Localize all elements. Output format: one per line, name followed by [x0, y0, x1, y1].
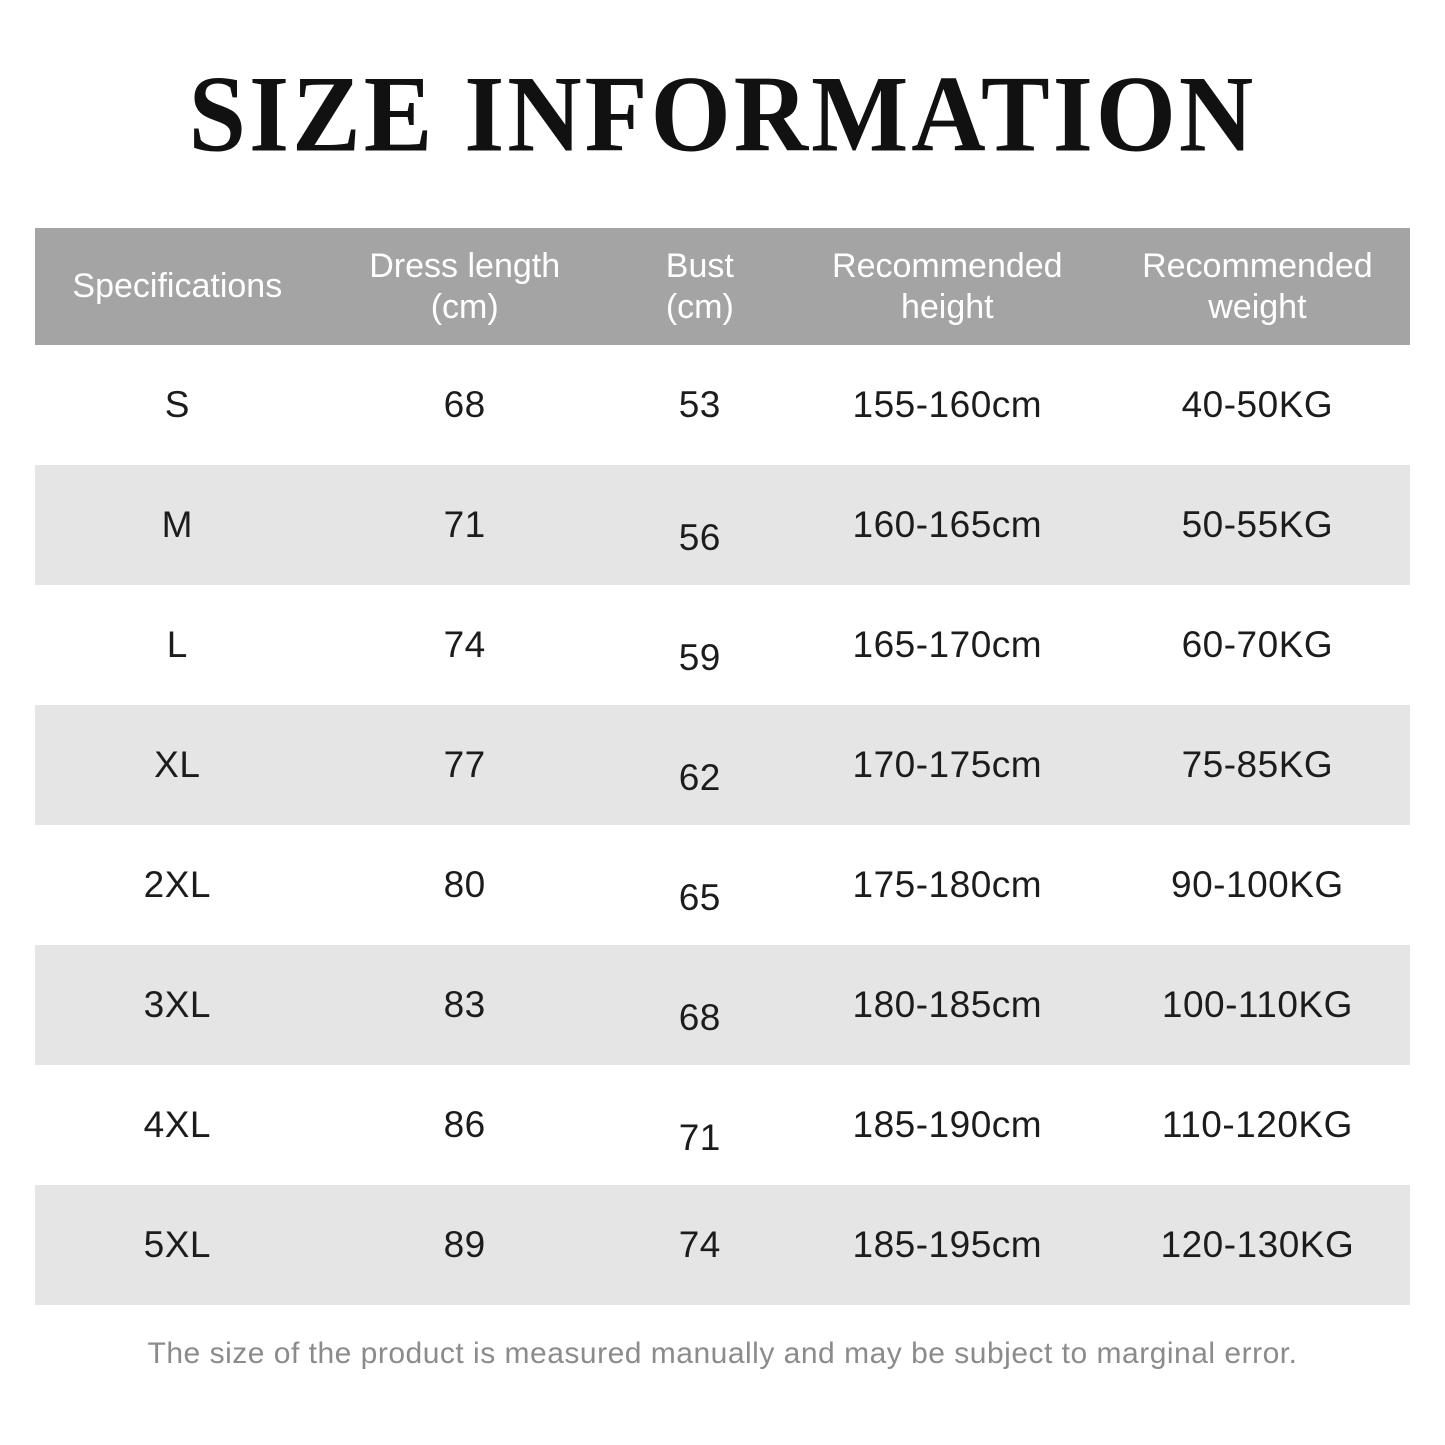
cell-dress-length: 89 — [443, 1224, 486, 1265]
cell-spec: S — [164, 384, 190, 425]
table-row-3xl — [35, 945, 1410, 1065]
cell-bust: 68 — [678, 997, 721, 1038]
cell-spec: M — [161, 504, 193, 545]
header-dress-length — [320, 228, 610, 345]
cell-spec: 5XL — [143, 1224, 211, 1265]
cell-bust: 71 — [678, 1117, 721, 1158]
cell-height: 185-190cm — [852, 1104, 1043, 1145]
header-line: (cm) — [430, 287, 499, 326]
cell-height: 165-170cm — [852, 624, 1043, 665]
cell-height: 180-185cm — [852, 984, 1043, 1025]
cell-bust: 74 — [678, 1224, 721, 1265]
header-specifications — [35, 228, 320, 345]
header-bust — [610, 228, 790, 345]
cell-spec: XL — [154, 744, 201, 785]
header-line: (cm) — [665, 287, 734, 326]
cell-bust: 65 — [678, 877, 721, 918]
cell-height: 160-165cm — [852, 504, 1043, 545]
cell-spec: L — [166, 624, 188, 665]
cell-dress-length: 77 — [443, 744, 486, 785]
cell-height: 155-160cm — [852, 384, 1043, 425]
cell-height: 185-195cm — [852, 1224, 1043, 1265]
cell-weight: 60-70KG — [1181, 624, 1334, 665]
table-row-l — [35, 585, 1410, 705]
cell-bust: 59 — [678, 637, 721, 678]
header-line: Recommended — [1142, 247, 1373, 286]
cell-weight: 50-55KG — [1181, 504, 1334, 545]
page-title: SIZE INFORMATION — [188, 54, 1257, 175]
header-line: Bust — [665, 247, 734, 286]
cell-dress-length: 74 — [443, 624, 486, 665]
header-line: weight — [1208, 287, 1307, 326]
size-table — [35, 228, 1410, 1305]
cell-weight: 90-100KG — [1171, 864, 1344, 905]
table-row-5xl — [35, 1185, 1410, 1305]
cell-dress-length: 86 — [443, 1104, 486, 1145]
cell-height: 170-175cm — [852, 744, 1043, 785]
cell-dress-length: 71 — [443, 504, 486, 545]
table-row-m — [35, 465, 1410, 585]
cell-spec: 2XL — [143, 864, 211, 905]
cell-dress-length: 83 — [443, 984, 486, 1025]
footer-note: The size of the product is measured manually and may be subject to marginal error. — [147, 1337, 1298, 1370]
table-row-4xl — [35, 1065, 1410, 1185]
cell-spec: 3XL — [143, 984, 211, 1025]
cell-bust: 53 — [678, 384, 721, 425]
header-recommended-weight — [1105, 228, 1410, 345]
cell-bust: 56 — [678, 517, 721, 558]
cell-bust: 62 — [678, 757, 721, 798]
table-header-row — [35, 228, 1410, 345]
header-line: Dress length — [369, 247, 561, 286]
header-line: Specifications — [72, 267, 283, 306]
cell-weight: 40-50KG — [1181, 384, 1334, 425]
header-line: height — [900, 287, 994, 326]
table-row-s — [35, 345, 1410, 465]
table-body — [35, 345, 1410, 1305]
table-row-xl — [35, 705, 1410, 825]
cell-dress-length: 80 — [443, 864, 486, 905]
table-row-2xl — [35, 825, 1410, 945]
cell-height: 175-180cm — [852, 864, 1043, 905]
header-recommended-height — [790, 228, 1105, 345]
cell-spec: 4XL — [143, 1104, 211, 1145]
cell-dress-length: 68 — [443, 384, 486, 425]
header-line: Recommended — [832, 247, 1063, 286]
cell-weight: 75-85KG — [1181, 744, 1334, 785]
cell-weight: 100-110KG — [1161, 984, 1353, 1025]
cell-weight: 120-130KG — [1160, 1224, 1355, 1265]
cell-weight: 110-120KG — [1161, 1104, 1353, 1145]
